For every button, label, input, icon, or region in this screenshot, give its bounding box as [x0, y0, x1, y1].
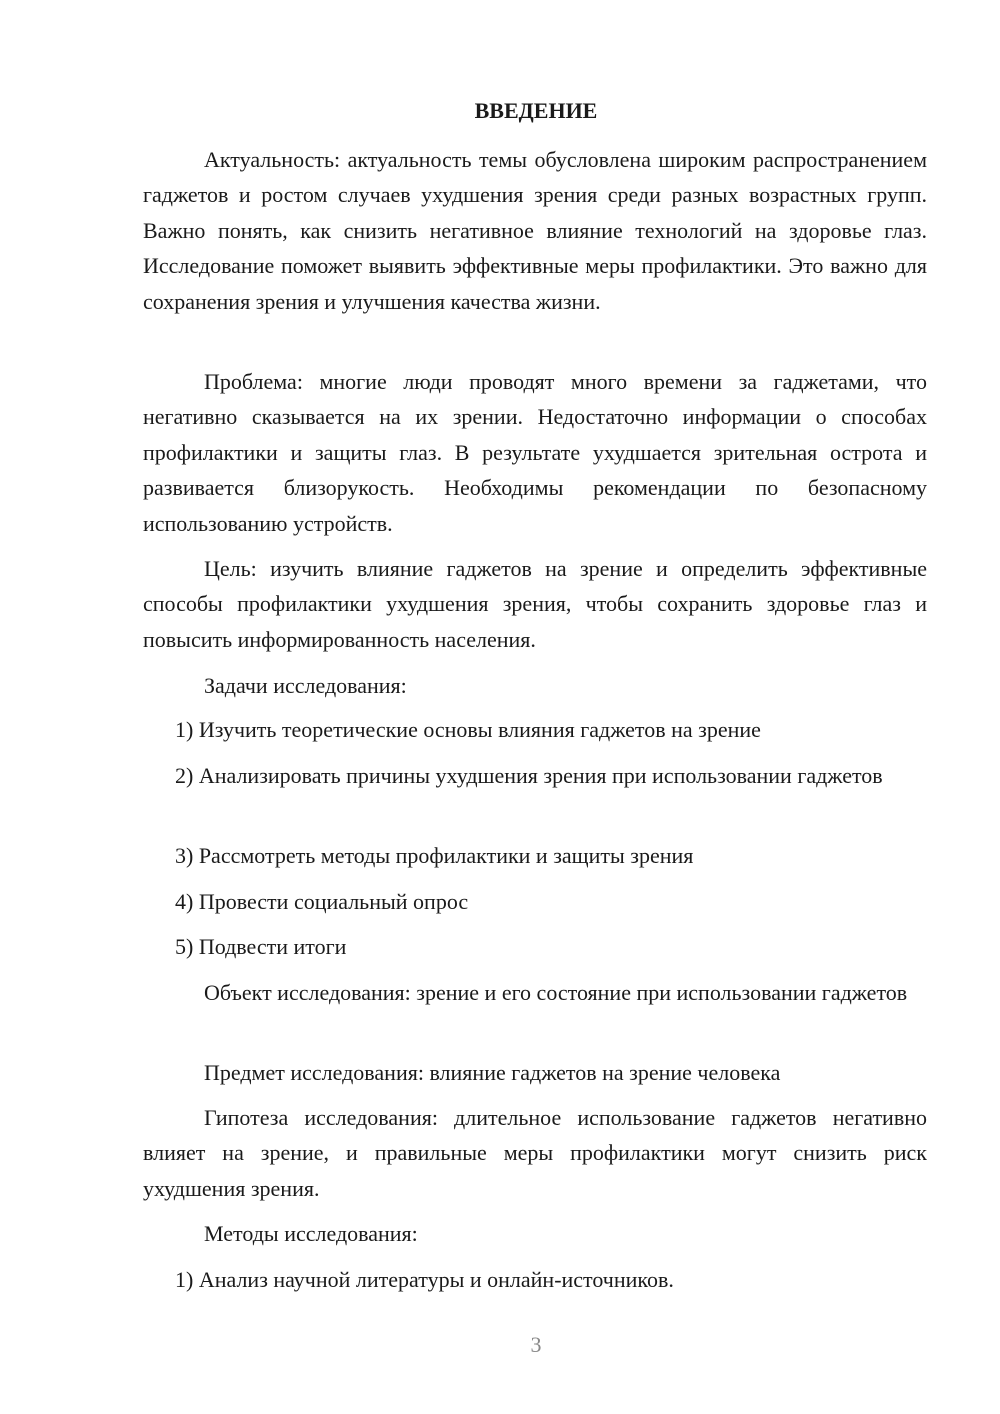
- methods-heading: Методы исследования:: [204, 1221, 418, 1246]
- object-paragraph: Объект исследования: зрение и его состояние при использовании гаджетов: [204, 980, 908, 1005]
- section-title: ВВЕДЕНИЕ: [474, 98, 598, 123]
- hypothesis-paragraph: Гипотеза исследования: длительное использование гаджетов негативно влияет на зрение, и правильные меры профилактики могут снизить риск ухудшения зрения.: [143, 1105, 927, 1201]
- task-item-2: 2) Анализировать причины ухудшения зрения при использовании гаджетов: [175, 763, 883, 788]
- subject-paragraph: Предмет исследования: влияние гаджетов на зрение человека: [204, 1060, 781, 1085]
- page-number: 3: [530, 1332, 542, 1357]
- task-item-1: 1) Изучить теоретические основы влияния гаджетов на зрение: [175, 717, 761, 742]
- goal-paragraph: Цель: изучить влияние гаджетов на зрение и определить эффективные способы профилактики ухудшения зрения, чтобы сохранить здоровье глаз и повысить информированность населения.: [143, 556, 927, 652]
- task-item-3: 3) Рассмотреть методы профилактики и защиты зрения: [175, 843, 694, 868]
- task-item-5: 5) Подвести итоги: [175, 934, 347, 959]
- tasks-heading: Задачи исследования:: [204, 673, 407, 698]
- task-item-4: 4) Провести социальный опрос: [175, 889, 469, 914]
- problem-paragraph: Проблема: многие люди проводят много времени за гаджетами, что негативно сказывается на их зрении. Недостаточно информации о способах профилактики и защиты глаз. В результате ухудшается зрительная острота и развивается близорукость. Необходимы рекомендации по безопасному использованию устройств.: [143, 369, 927, 536]
- method-item-1: 1) Анализ научной литературы и онлайн-источников.: [175, 1267, 674, 1292]
- relevance-paragraph: Актуальность: актуальность темы обусловлена широким распространением гаджетов и ростом случаев ухудшения зрения среди разных возрастных групп. Важно понять, как снизить негативное влияние технологий на здоровье глаз. Исследование поможет выявить эффективные меры профилактики. Это важно для сохранения зрения и улучшения качества жизни.: [143, 147, 927, 314]
